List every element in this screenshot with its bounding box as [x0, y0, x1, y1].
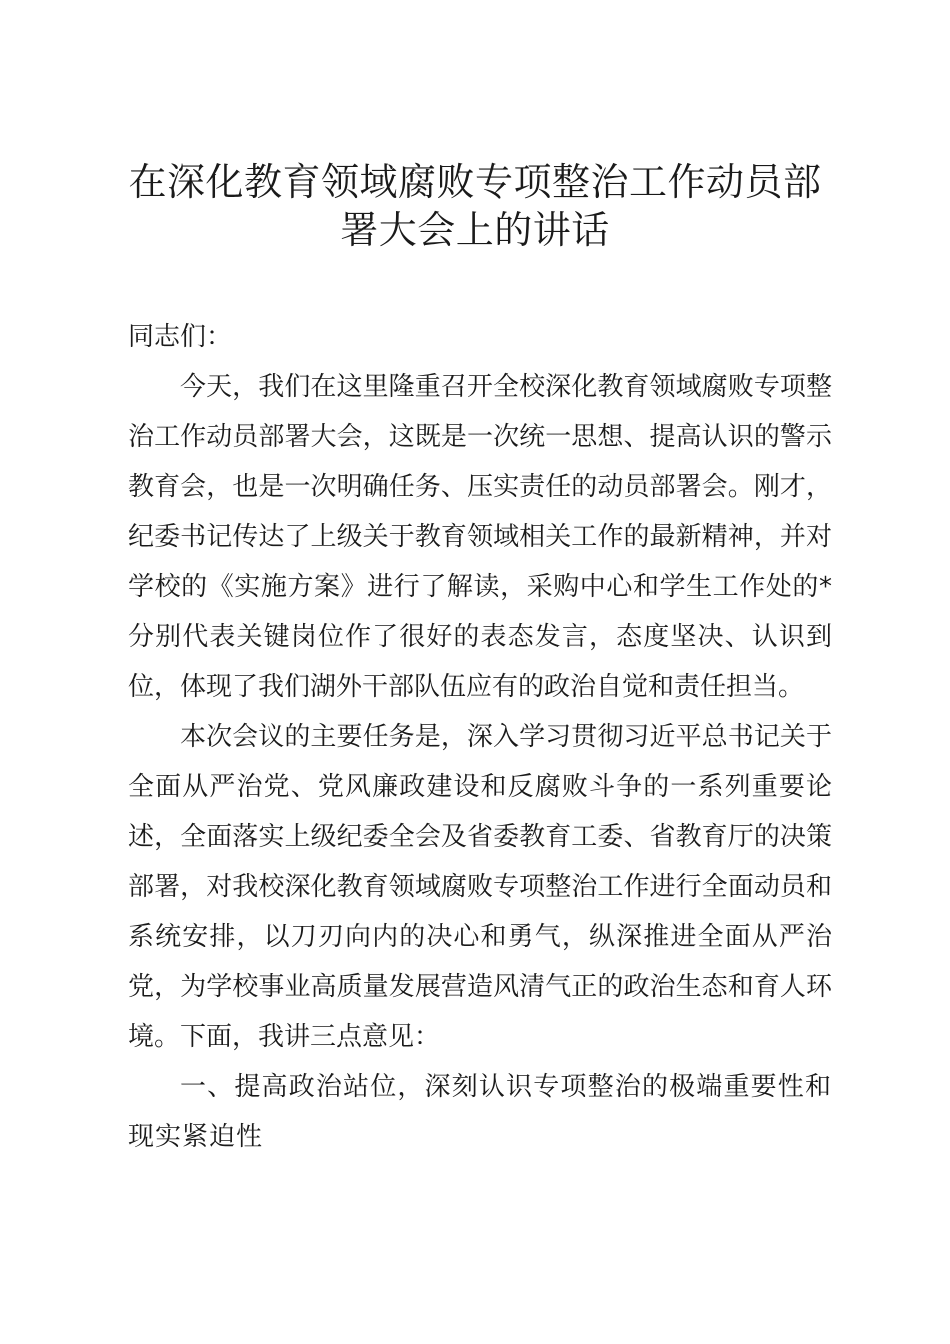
document-body: [128, 312, 832, 1162]
paragraph-main-task: 本次会议的主要任务是，深入学习贯彻习近平总书记关于全面从严治党、党风廉政建设和反腐败斗争的一系列重要论述，全面落实上级纪委全会及省委教育工委、省教育厅的决策部署，对我校深化教育领域腐败专项整治工作进行全面动员和系统安排，以刀刃向内的决心和勇气，纵深推进全面从严治党，为学校事业高质量发展营造风清气正的政治生态和育人环境。下面，我讲三点意见：: [128, 722, 832, 1052]
section-heading-1: 一、提高政治站位，深刻认识专项整治的极端重要性和现实紧迫性: [128, 1072, 832, 1152]
paragraph-opening: 今天，我们在这里隆重召开全校深化教育领域腐败专项整治工作动员部署大会，这既是一次统一思想、提高认识的警示教育会，也是一次明确任务、压实责任的动员部署会。刚才，纪委书记传达了上级关于教育领域相关工作的最新精神，并对学校的《实施方案》进行了解读，采购中心和学生工作处的*分别代表关键岗位作了很好的表态发言，态度坚决、认识到位，体现了我们湖外干部队伍应有的政治自觉和责任担当。: [128, 372, 832, 702]
document-title: 在深化教育领域腐败专项整治工作动员部署大会上的讲话: [128, 160, 822, 252]
salutation: 同志们：: [128, 322, 233, 352]
